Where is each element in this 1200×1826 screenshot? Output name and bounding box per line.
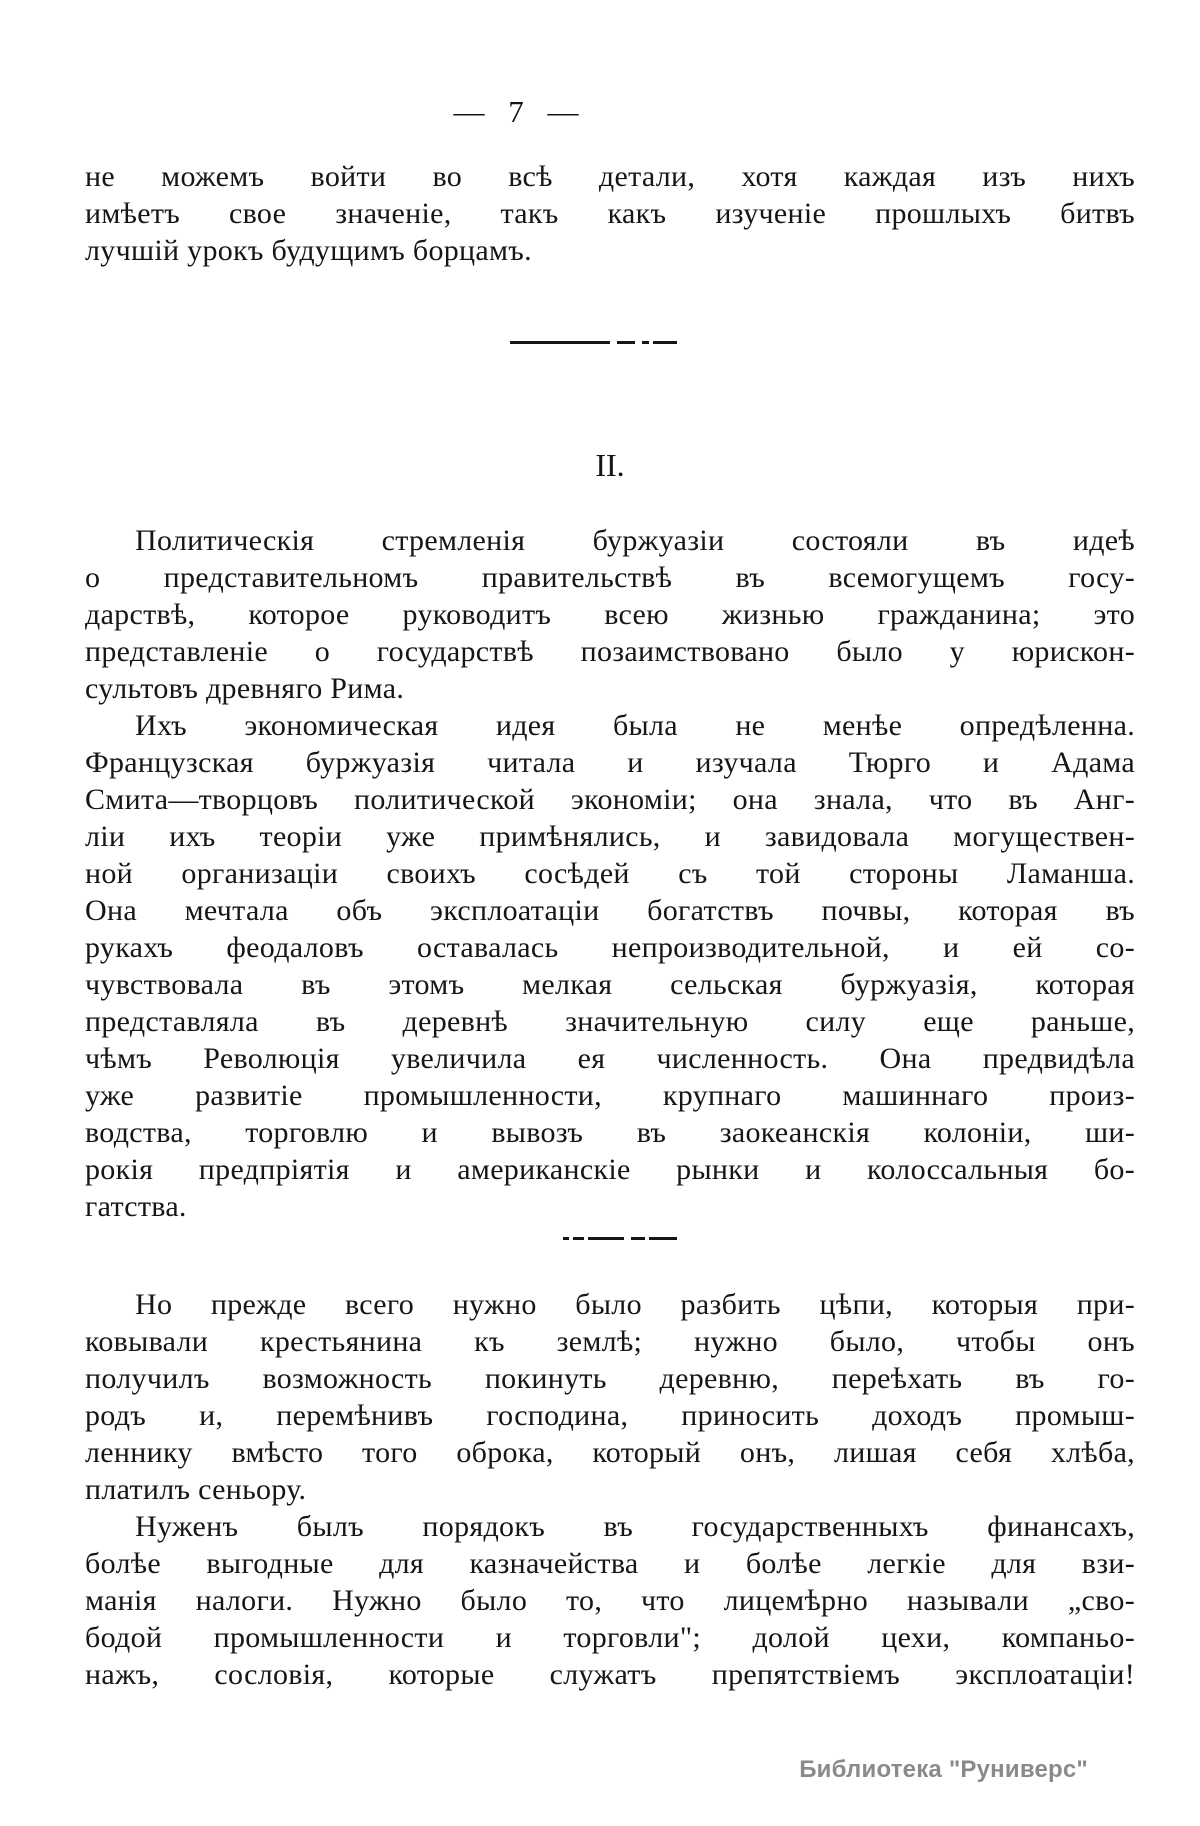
rule-segment <box>653 341 677 344</box>
rule-segment <box>510 341 610 344</box>
text-line: болѣе выгодные для казначейства и болѣе легкіе для взи- <box>85 1547 1135 1580</box>
text-line: водства, торговлю и вывозъ въ заокеанскія колоніи, ши- <box>85 1116 1135 1149</box>
text-line: родъ и, перемѣнивъ господина, приносить доходъ промыш- <box>85 1399 1135 1432</box>
library-watermark: Библиотека "Руниверс" <box>799 1756 1088 1783</box>
paragraph-continuation <box>85 158 1135 269</box>
paragraph <box>85 522 1135 707</box>
text-line: получилъ возможность покинуть деревню, переѣхать въ го- <box>85 1362 1135 1395</box>
rule-segment <box>588 1237 624 1240</box>
text-line: представляла въ деревнѣ значительную силу еще раньше, <box>85 1005 1135 1038</box>
text-line: Она мечтала объ эксплоатаціи богатствъ почвы, которая въ <box>85 894 1135 927</box>
rule-segment <box>573 1237 584 1240</box>
text-line: дарствѣ, которое руководитъ всею жизнью гражданина; это <box>85 598 1135 631</box>
text-line: чувствовала въ этомъ мелкая сельская буржуазія, которая <box>85 968 1135 1001</box>
paragraph <box>85 1508 1135 1693</box>
text-line: Но прежде всего нужно было разбить цѣпи, которыя при- <box>135 1288 1135 1321</box>
paragraph <box>85 1286 1135 1508</box>
section-heading: II. <box>595 447 625 483</box>
text-line: ковывали крестьянина къ землѣ; нужно было, чтобы онъ <box>85 1325 1135 1358</box>
rule-segment <box>617 341 635 344</box>
page-number <box>0 94 1032 130</box>
text-line: бодой промышленности и торговли"; долой цехи, компаньо- <box>85 1621 1135 1654</box>
text-line: Французская буржуазія читала и изучала Тюрго и Адама <box>85 746 1135 779</box>
text-line: ліи ихъ теоріи уже примѣнялись, и завидовала могуществен- <box>85 820 1135 853</box>
text-line: уже развитіе промышленности, крупнаго машиннаго произ- <box>85 1079 1135 1112</box>
text-line: Нуженъ былъ порядокъ въ государственныхъ финансахъ, <box>135 1510 1135 1543</box>
text-line: ной организаціи своихъ сосѣдей съ той стороны Ламанша. <box>85 857 1135 890</box>
rule-segment <box>649 1237 677 1240</box>
text-line: леннику вмѣсто того оброка, который онъ, лишая себя хлѣба, <box>85 1436 1135 1469</box>
text-line: Смита—творцовъ политической экономіи; она знала, что въ Анг- <box>85 783 1135 816</box>
text-line: чѣмъ Революція увеличила ея численность. Она предвидѣла <box>85 1042 1135 1075</box>
paragraph <box>85 707 1135 1225</box>
text-line: не можемъ войти во всѣ детали, хотя каждая изъ нихъ <box>85 160 1135 193</box>
text-line: лучшій урокъ будущимъ борцамъ. <box>85 234 532 267</box>
text-line: рокія предпріятія и американскіе рынки и колоссальныя бо- <box>85 1153 1135 1186</box>
rule-segment <box>631 1237 645 1240</box>
text-line: рукахъ феодаловъ оставалась непроизводительной, и ей со- <box>85 931 1135 964</box>
text-line: о представительномъ правительствѣ въ всемогущемъ госу- <box>85 561 1135 594</box>
horizontal-rule <box>510 341 677 344</box>
text-line: Ихъ экономическая идея была не менѣе опредѣленна. <box>135 709 1135 742</box>
page-number-label: — 7 — <box>453 94 579 129</box>
rule-segment <box>642 341 649 344</box>
rule-segment <box>563 1237 569 1240</box>
text-line: сультовъ древняго Рима. <box>85 672 405 705</box>
text-line: платилъ сеньору. <box>85 1473 307 1506</box>
text-line: представленіе о государствѣ позаимствовано было у юрискон- <box>85 635 1135 668</box>
text-line: Политическія стремленія буржуазіи состояли въ идеѣ <box>135 524 1135 557</box>
text-line: нажъ, сословія, которые служатъ препятствіемъ эксплоатаціи! <box>85 1658 1135 1691</box>
text-line: манія налоги. Нужно было то, что лицемѣрно называли „сво- <box>85 1584 1135 1617</box>
text-line: имѣетъ свое значеніе, такъ какъ изученіе прошлыхъ битвъ <box>85 197 1135 230</box>
horizontal-rule <box>563 1237 677 1240</box>
text-line: гатства. <box>85 1190 187 1223</box>
